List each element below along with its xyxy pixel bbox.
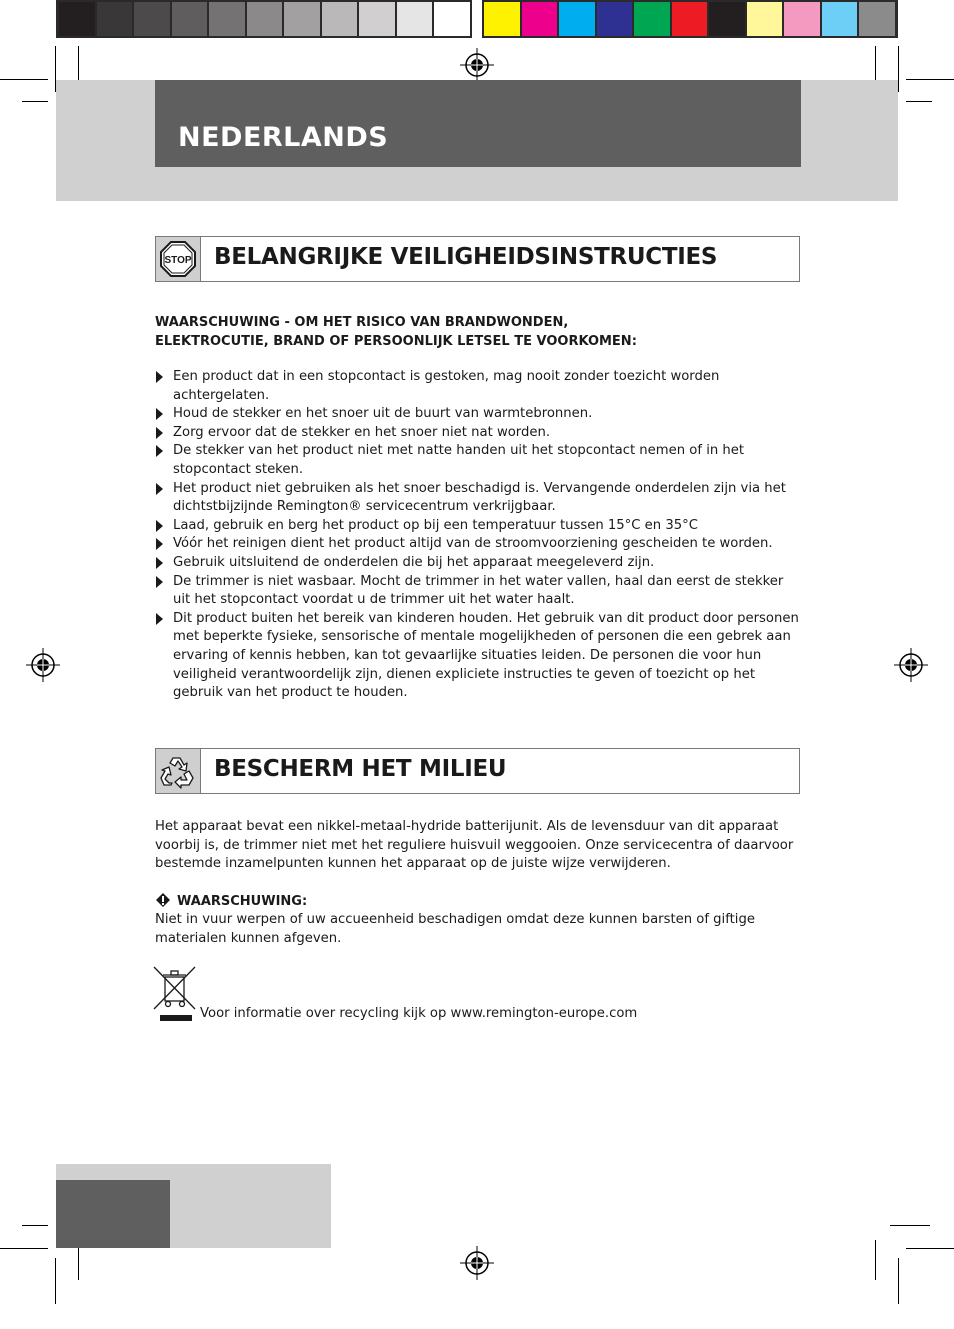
stop-icon-text: STOP <box>164 255 192 266</box>
stop-icon <box>156 237 200 281</box>
list-item <box>155 535 800 554</box>
crop-mark <box>890 1225 930 1226</box>
warning-heading <box>155 313 795 351</box>
color-swatch <box>59 2 95 36</box>
section-title: BELANGRIJKE VEILIGHEIDSINSTRUCTIES <box>214 244 718 270</box>
crossed-bin-icon <box>152 963 198 1023</box>
color-swatch <box>397 2 433 36</box>
bullet-arrow-icon <box>156 427 163 439</box>
color-swatch <box>672 2 708 36</box>
registration-mark-icon <box>460 1246 494 1280</box>
crop-mark <box>906 101 932 102</box>
color-swatch <box>559 2 595 36</box>
color-swatch <box>597 2 633 36</box>
swatch-divider <box>472 0 482 38</box>
bullet-arrow-icon <box>156 483 163 495</box>
list-item <box>155 442 800 479</box>
warning-heading-line: WAARSCHUWING - OM HET RISICO VAN BRANDWONDEN, <box>155 315 569 330</box>
bullet-arrow-icon <box>156 445 163 457</box>
crop-mark <box>22 101 48 102</box>
list-item-text: Gebruik uitsluitend de onderdelen die bij het apparaat meegeleverd zijn. <box>173 554 655 570</box>
section-title: BESCHERM HET MILIEU <box>214 756 507 782</box>
color-swatch <box>434 2 470 36</box>
crop-mark <box>55 1258 56 1304</box>
footer-page-tab <box>56 1180 170 1248</box>
list-item-text: Dit product buiten het bereik van kinderen houden. Het gebruik van dit product door personen met beperkte fysieke, sensorische of mentale mogelijkheden of personen die een gebrek aan ervaring of kennis hebben, kan tot gevaarlijke situaties leiden. De personen die voor hun veiligheid verantwoordelijk zijn, dienen expliciete instructies te geven of toezicht op het gebruik van het product te houden. <box>173 610 799 701</box>
warning-text: Niet in vuur werpen of uw accueenheid beschadigen omdat deze kunnen barsten of giftige materialen kunnen afgeven. <box>155 912 755 946</box>
environment-paragraph: Het apparaat bevat een nikkel-metaal-hydride batterijunit. Als de levensduur van dit apparaat voorbij is, de trimmer niet met het reguliere huisvuil weggooien. Onze servicecentra of daarvoor bestemde inzamelpunten kunnen het apparaat op de juiste wijze verwijderen. <box>155 819 794 872</box>
recycle-icon <box>156 749 200 793</box>
color-swatch <box>822 2 858 36</box>
safety-section-header <box>155 236 800 282</box>
crop-mark <box>0 79 48 80</box>
page-title: NEDERLANDS <box>178 122 389 153</box>
crop-mark <box>0 1248 48 1249</box>
bullet-arrow-icon <box>156 613 163 625</box>
warning-heading-line: ELEKTROCUTIE, BRAND OF PERSOONLIJK LETSEL TE VOORKOMEN: <box>155 334 637 349</box>
environment-section-header <box>155 748 800 794</box>
color-swatch <box>172 2 208 36</box>
registration-mark-icon <box>460 48 494 82</box>
registration-mark-icon <box>894 648 928 682</box>
bullet-arrow-icon <box>156 576 163 588</box>
list-item-text: De stekker van het product niet met natte handen uit het stopcontact nemen of in het stopcontact steken. <box>173 443 745 477</box>
recycling-info: Voor informatie over recycling kijk op www.remington-europe.com <box>200 1006 638 1021</box>
color-swatch <box>522 2 558 36</box>
crop-mark <box>22 1225 48 1226</box>
crop-mark <box>906 1248 954 1249</box>
crop-mark <box>906 79 954 80</box>
color-swatch <box>859 2 895 36</box>
list-item-text: Het product niet gebruiken als het snoer beschadigd is. Vervangende onderdelen zijn via het dichtstbijzijnde Remington® servicecentrum verkrijgbaar. <box>173 480 786 515</box>
list-item <box>155 517 800 536</box>
color-swatch <box>634 2 670 36</box>
list-item <box>155 424 800 443</box>
warning-label-row <box>155 892 307 909</box>
stop-icon-cell <box>156 237 201 281</box>
list-item <box>155 405 800 424</box>
color-swatch <box>709 2 745 36</box>
crop-mark <box>898 1258 899 1304</box>
color-swatch <box>359 2 395 36</box>
list-item-text: Houd de stekker en het snoer uit de buurt van warmtebronnen. <box>173 406 593 422</box>
bullet-arrow-icon <box>156 371 163 383</box>
bullet-arrow-icon <box>156 557 163 569</box>
warning-label: WAARSCHUWING: <box>177 894 308 909</box>
bullet-arrow-icon <box>156 520 163 532</box>
crop-mark <box>898 46 899 92</box>
color-swatch <box>322 2 358 36</box>
color-swatch <box>784 2 820 36</box>
warning-diamond-icon <box>155 892 171 908</box>
list-item-text: Een product dat in een stopcontact is gestoken, mag nooit zonder toezicht worden achtergelaten. <box>173 369 720 403</box>
color-swatch <box>747 2 783 36</box>
list-item <box>155 610 800 703</box>
color-swatch <box>484 2 520 36</box>
list-item <box>155 368 800 405</box>
list-item <box>155 554 800 573</box>
color-swatch <box>247 2 283 36</box>
safety-bullet-list <box>155 368 800 703</box>
color-swatch <box>284 2 320 36</box>
list-item-text: Vóór het reinigen dient het product altijd van de stroomvoorziening gescheiden te worden. <box>173 536 773 552</box>
crop-mark <box>875 1240 876 1280</box>
list-item-text: Laad, gebruik en berg het product op bij een temperatuur tussen 15°C en 35°C <box>173 517 698 533</box>
bullet-arrow-icon <box>156 408 163 420</box>
list-item <box>155 480 800 517</box>
bullet-arrow-icon <box>156 538 163 550</box>
color-swatch <box>209 2 245 36</box>
list-item-text: Zorg ervoor dat de stekker en het snoer niet nat worden. <box>173 424 551 440</box>
color-swatch <box>97 2 133 36</box>
list-item-text: De trimmer is niet wasbaar. Mocht de trimmer in het water vallen, haal dan eerst de stekker uit het stopcontact voordat u de trimmer uit het water haalt. <box>173 573 784 608</box>
list-item <box>155 573 800 610</box>
color-swatch <box>134 2 170 36</box>
registration-mark-icon <box>26 648 60 682</box>
recycle-icon-cell <box>156 749 201 793</box>
